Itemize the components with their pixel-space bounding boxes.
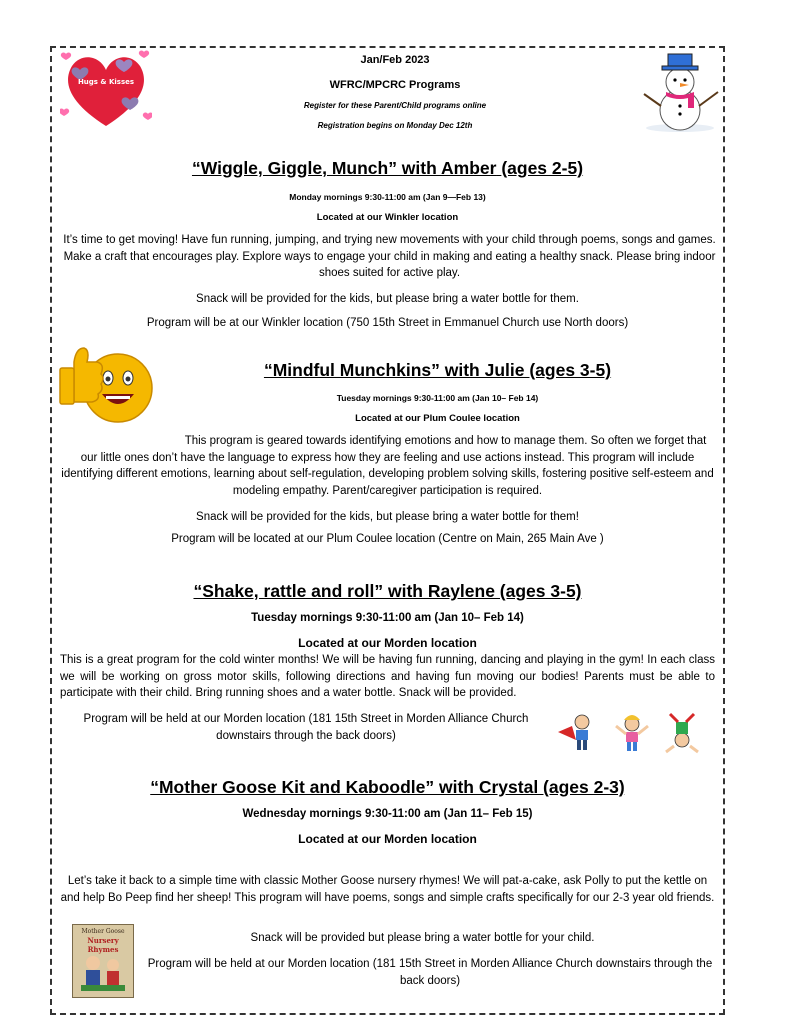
header-org: WFRC/MPCRC Programs xyxy=(329,79,461,91)
thumbs-up-smiley-clipart xyxy=(56,342,158,426)
program-3-location: Located at our Morden location xyxy=(298,636,477,650)
program-2-location: Located at our Plum Coulee location xyxy=(355,413,520,424)
kids-playing-clipart xyxy=(552,712,708,754)
program-1-title-main: “Wiggle, Giggle, Munch” with Amber xyxy=(191,158,497,178)
program-2-snack: Snack will be provided for the kids, but please bring a water bottle for them! xyxy=(196,511,579,523)
program-2-description: This program is geared towards identifying emotions and how to manage them. So often we forget that our little ones don’t have the language to express how they are feeling and use actions instead. This program will include identifying different emotions, learning about self-regulation, developing problem solving skills, fostering positive self-esteem and modeling empathy. Parent/caregiver participation is required. xyxy=(61,435,714,497)
hearts-label: Hugs & Kisses xyxy=(77,78,135,86)
program-4-schedule: Wednesday mornings 9:30-11:00 am (Jan 11– Feb 15) xyxy=(242,808,533,820)
program-1-title-ages: (ages 2-5) xyxy=(501,158,584,178)
program-3-description: This is a great program for the cold winter months! We will be having fun running, dancing and playing in the gym! In each class we will be working on gross motor skills, following directions and having fun moving our bodies! Parents must be able to participate with their child. Bring running shoes and a water bottle. Snack will be provided. xyxy=(60,654,715,699)
program-1-venue: Program will be at our Winkler location (750 15th Street in Emmanuel Church use North doors) xyxy=(146,317,629,329)
program-3-venue: Program will be held at our Morden location (181 15th Street in Morden Alliance Church downstairs through the back doors) xyxy=(83,713,529,742)
hearts-clipart xyxy=(60,48,152,130)
snowman-clipart xyxy=(634,48,726,132)
program-4-description: Let’s take it back to a simple time with classic Mother Goose nursery rhymes! We will pat-a-cake, ask Polly to put the kettle on and help Bo Peep find her sheep! This program will have poems, songs and simple crafts specifically for our 2-3 year old friends. xyxy=(60,875,715,904)
program-4-venue: Program will be held at our Morden location (181 15th Street in Morden Alliance Church downstairs through the back doors) xyxy=(147,958,713,987)
program-2-schedule: Tuesday mornings 9:30-11:00 am (Jan 10– Feb 14) xyxy=(336,393,539,403)
book-cover-top: Mother Goose xyxy=(81,928,125,935)
program-4-snack: Snack will be provided but please bring a water bottle for your child. xyxy=(250,932,595,944)
program-4-location: Located at our Morden location xyxy=(298,832,477,846)
program-3-schedule: Tuesday mornings 9:30-11:00 am (Jan 10– Feb 14) xyxy=(251,612,524,624)
nursery-rhymes-book-clipart xyxy=(72,924,134,998)
program-4-title: “Mother Goose Kit and Kaboodle” with Crystal (ages 2-3) xyxy=(150,777,625,797)
program-2-venue: Program will be located at our Plum Coulee location (Centre on Main, 265 Main Ave ) xyxy=(171,533,604,545)
header-date: Jan/Feb 2023 xyxy=(360,54,430,66)
program-2-title: “Mindful Munchkins” with Julie (ages 3-5) xyxy=(263,360,612,380)
program-3-title: “Shake, rattle and roll” with Raylene (ages 3-5) xyxy=(193,581,582,601)
book-cover-title: Nursery Rhymes xyxy=(87,936,119,954)
program-1-schedule: Monday mornings 9:30-11:00 am (Jan 9—Feb 13) xyxy=(289,192,486,202)
header-registration-note: Registration begins on Monday Dec 12th xyxy=(317,121,473,130)
program-1-location: Located at our Winkler location xyxy=(316,212,459,223)
program-1-title xyxy=(60,158,715,179)
program-1-description: It’s time to get moving! Have fun running, jumping, and trying new movements with your child through poems, songs and games. Make a craft that encourages play. Explore ways to engage your child in making and eating a healthy snack. Please bring indoor shoes suited for active play. xyxy=(63,234,716,279)
program-1-snack: Snack will be provided for the kids, but please bring a water bottle for them. xyxy=(196,293,579,305)
header-register-note: Register for these Parent/Child programs online xyxy=(303,101,487,110)
